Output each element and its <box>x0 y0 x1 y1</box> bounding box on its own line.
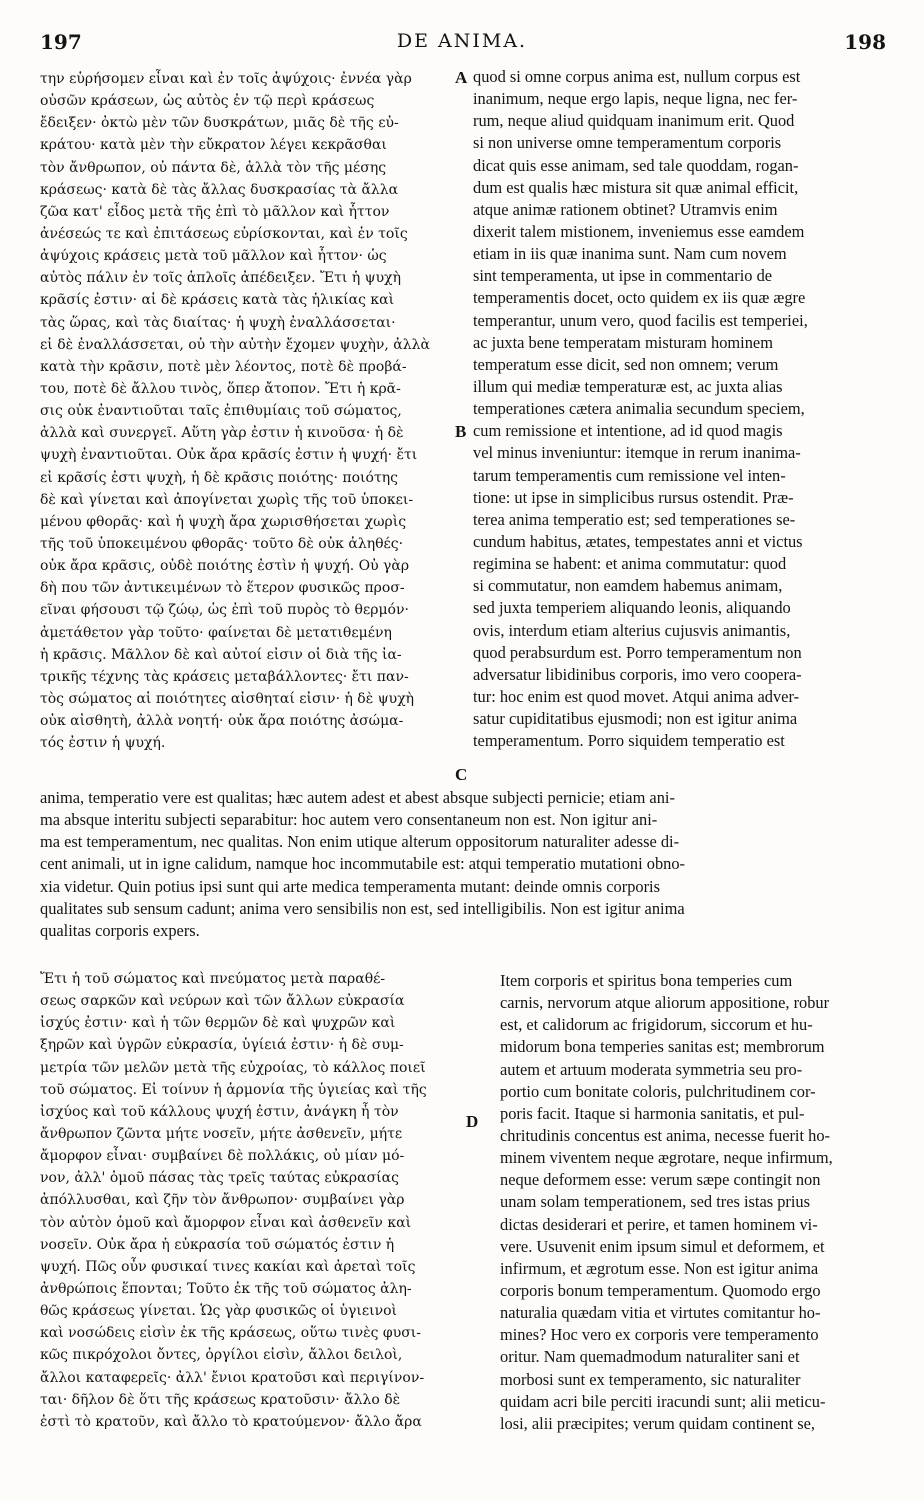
text-line: ἄνθρωπον ζῶντα μήτε νοσεῖν, μήτε ἀσθενεῖν, μήτε <box>40 1125 403 1142</box>
text-line: οὐσῶν κράσεων, ὡς αὐτὸς ἐν τῷ περὶ κράσεως <box>40 93 375 110</box>
text-line: poris facit. Itaque si harmonia sanitatis, et pul- <box>500 1103 805 1123</box>
text-line: εἰ κρᾶσίς ἐστι ψυχὴ, ἡ δὲ κρᾶσις ποιότης· ποιότης <box>40 469 398 486</box>
text-line: νοσεῖν. Οὐκ ἄρα ἡ εὐκρασία τοῦ σώματός ἐστιν ἡ <box>40 1236 395 1253</box>
page-number-left: 197 <box>40 30 82 54</box>
text-line: κράτου· κατὰ μὲν τὴν εὔκρατον λέγει κεκρᾶσθαι <box>40 137 387 154</box>
text-line: κατὰ τὴν κρᾶσιν, ποτὲ μὲν λέοντος, ποτὲ δὲ προβά- <box>40 358 407 375</box>
text-line: dum est qualis hæc mistura sit quæ animal efficit, <box>473 177 799 197</box>
text-line: vere. Usuvenit enim ipsum simul et deformem, et <box>500 1236 825 1256</box>
text-line: νον, ἀλλ' ὁμοῦ πάσας τὰς τρεῖς ταύτας εὐκρασίας <box>40 1170 399 1187</box>
text-line: inanimum, neque ergo lapis, neque ligna, nec fer- <box>473 89 798 109</box>
text-line: ma est temperamentum, nec qualitas. Non enim utique alterum oppositorum naturaliter adesse di- <box>40 832 680 852</box>
text-line: chritudinis concentus est anima, necesse fuerit ho- <box>500 1125 830 1145</box>
text-line: δὲ καὶ γίνεται καὶ ἀπογίνεται χωρὶς τῆς τοῦ ὑποκει- <box>40 491 414 508</box>
text-line: ψυχή. Πῶς οὖν φυσικαί τινες κακίαι καὶ ἀρεταὶ τοῖς <box>40 1258 416 1275</box>
section-marker-d: D <box>466 1112 479 1131</box>
text-line: ἀπόλλυσθαι, καὶ ζῆν τὸν ἄνθρωπον· συμβαίνει γὰρ <box>40 1192 405 1209</box>
text-line: morbosi sunt ex temperamento, sic naturaliter <box>500 1369 801 1389</box>
latin-column-top <box>473 66 887 752</box>
text-line: ἀνθρώποις ἕπονται; Τοῦτο ἐκ τῆς τοῦ σώματος ἀλη- <box>40 1280 412 1297</box>
text-line: ἀμετάθετον γὰρ τοῦτο· φαίνεται δὲ μετατιθεμένη <box>40 624 392 641</box>
text-line: οὐκ αἰσθητὴ, ἀλλὰ νοητή· οὐκ ἄρα ποιότης ἀσώμα- <box>40 713 404 730</box>
text-line: unam solam temperationem, sed tres istas prius <box>500 1192 810 1212</box>
text-line: vel minus inveniuntur: itemque in rerum inanima- <box>473 443 801 463</box>
text-line: dicat quis esse animam, sed tale quoddam, rogan- <box>473 155 799 175</box>
text-line: ἀψύχοις κράσεις μετὰ τοῦ μᾶλλον καὶ ἧττον· ὡς <box>40 248 387 265</box>
text-line: temperatum esse dicit, sed non omnem; verum <box>473 354 779 374</box>
text-line: αὐτὸς πάλιν ἐν τοῖς ἁπλοῖς ἀπέδειξεν. Ἔτι ἡ ψυχὴ <box>40 270 402 287</box>
text-line: corporis bonum temperamentum. Quomodo ergo <box>500 1280 821 1300</box>
text-line: καὶ νοσώδεις εἰσὶν ἐκ τῆς κράσεως, οὕτω τινὲς φυσι- <box>40 1325 421 1342</box>
text-line: τῆς τοῦ ὑποκειμένου φθορᾶς· τοῦτο δὲ οὐκ ἀληθές· <box>40 535 404 552</box>
latin-full-width-paragraph <box>40 787 890 942</box>
text-line: carnis, nervorum atque aliorum appositione, robur <box>500 993 830 1013</box>
text-line: anima, temperatio vere est qualitas; hæc autem adest et abest absque subjecti pernicie; etiam ani- <box>40 788 675 807</box>
text-line: ma absque interitu subjecti separabitur: hoc autem vero consentaneum non est. Non igitur ani- <box>40 810 658 830</box>
text-line: oritur. Nam quemadmodum naturaliter sani et <box>500 1347 800 1367</box>
text-line: atque animæ rationem obtinet? Utramvis enim <box>473 199 778 219</box>
text-line: quidam acri bile perciti iracundi sunt; alii meticu- <box>500 1391 826 1411</box>
text-line: quod perabsurdum est. Porro temperamentum non <box>473 642 802 662</box>
text-line: rum, neque aliud quidquam inanimum erit. Quod <box>473 111 795 131</box>
text-line: quod si omne corpus anima est, nullum corpus est <box>473 67 801 86</box>
text-line: naturalia quædam vitia et virtutes comitantur ho- <box>500 1303 821 1323</box>
text-line: est, et calidorum ac frigidorum, siccorum et hu- <box>500 1015 813 1035</box>
text-line: εἰ δὲ ἐναλλάσσεται, οὐ τὴν αὐτὴν ἔχομεν ψυχὴν, ἀλλὰ <box>40 336 430 353</box>
text-line: cum remissione et intentione, ad id quod magis <box>473 421 783 441</box>
text-line: satur cupiditatibus ejusmodi; non est igitur anima <box>473 709 798 729</box>
text-line: ζῶα κατ' εἶδος μετὰ τῆς ἐπὶ τὸ μᾶλλον καὶ ἧττον <box>40 203 390 220</box>
text-line: την εὑρήσομεν εἶναι καὶ ἐν τοῖς ἀψύχοις· ἐννέα γὰρ <box>40 71 412 87</box>
text-line: κῶς πικρόχολοι ὄντες, ὀργίλοι εἰσὶν, ἄλλοι δειλοὶ, <box>40 1347 403 1364</box>
greek-column-bottom <box>40 968 470 1433</box>
greek-column-top <box>40 68 460 754</box>
text-line: tur: hoc enim est quod movet. Atqui anima adver- <box>473 686 800 706</box>
text-line: μένου φθορᾶς· καὶ ἡ ψυχὴ ἄρα χωρισθήσεται χωρὶς <box>40 513 407 530</box>
text-line: Ἔτι ἡ τοῦ σώματος καὶ πνεύματος μετὰ παραθέ- <box>40 971 386 987</box>
text-line: terea anima temperatio est; sed temperationes se- <box>473 509 796 529</box>
text-line: tarum temperamentis cum remissione vel inten- <box>473 465 786 485</box>
text-line: regimina se habent: et anima commutatur: quod <box>473 554 787 574</box>
text-line: ἄμορφον εἶναι· συμβαίνει δὲ πολλάκις, οὐ μίαν μό- <box>40 1148 405 1165</box>
text-line: cundum habitus, ætates, tempestates anni et victus <box>473 531 803 551</box>
text-line: ἀλλὰ καὶ συνεργεῖ. Αὕτη γὰρ ἐστιν ἡ κινοῦσα· ἡ δὲ <box>40 425 404 442</box>
text-line: dictas desiderari et perire, et tamen hominem vi- <box>500 1214 818 1234</box>
page-number-right: 198 <box>844 30 886 54</box>
text-line: οὐκ ἄρα κρᾶσις, οὐδὲ ποιότης ἐστὶν ἡ ψυχή. Οὐ γὰρ <box>40 558 410 575</box>
text-line: infirmum, et ægrotum esse. Non est igitur anima <box>500 1258 819 1278</box>
text-line: etiam in iis quæ inanima sunt. Nam cum novem <box>473 244 787 264</box>
text-line: τρικῆς τέχνης τὰς κράσεις μεταβάλλοντες· ἔτι παν- <box>40 668 409 685</box>
text-line: του, ποτὲ δὲ ἄλλου τινὸς, ὅπερ ἄτοπον. Ἔτι ἡ κρᾶ- <box>40 380 401 397</box>
text-line: temperamentum. Porro siquidem temperatio est <box>473 731 785 751</box>
text-line: θῶς κράσεως γίνεται. Ὡς γὰρ φυσικῶς οἱ ὑγιεινοὶ <box>40 1303 397 1320</box>
text-line: εῖναι φήσουσι τῷ ζώῳ, ὡς ἐπὶ τοῦ πυρὸς τὸ θερμόν· <box>40 602 409 619</box>
text-line: tione: ut ipse in simplicibus rursus ostendit. Præ- <box>473 487 794 507</box>
text-line: ἡ κρᾶσις. Μᾶλλον δὲ καὶ αὐτοί εἰσιν οἱ διὰ τῆς ἰα- <box>40 646 402 663</box>
text-line: ἀνέσεώς τε καὶ ἐπιτάσεως εὑρίσκονται, καὶ ἐν τοῖς <box>40 225 408 242</box>
text-line: δὴ που τῶν ἀντικειμένων τὸ ἕτερον φυσικῶς προσ- <box>40 580 405 597</box>
text-line: ac juxta bene temperatam misturam hominem <box>473 332 773 352</box>
text-line: losi, alii præcipites; verum quidam continent se, <box>500 1413 816 1433</box>
text-line: ἰσχύς ἐστιν· καὶ ἡ τῶν θερμῶν δὲ καὶ ψυχρῶν καὶ <box>40 1015 396 1032</box>
text-line: temperantur, unum vero, quod facilis est temperiei, <box>473 310 808 330</box>
text-line: portio cum bonitate coloris, pulchritudinem cor- <box>500 1081 816 1101</box>
text-line: si commutatur, non eamdem habemus animam, <box>473 576 783 596</box>
text-line: midorum bona temperies sanitas est; membrorum <box>500 1037 825 1057</box>
text-line: τός ἐστιν ἡ ψυχή. <box>40 735 166 752</box>
text-line: sint temperamenta, ut ipse in commentario de <box>473 266 773 286</box>
text-line: τοῦ σώματος. Εἰ τοίνυν ἡ ἁρμονία τῆς ὑγιείας καὶ τῆς <box>40 1081 427 1098</box>
text-line: minem viventem neque ægrotare, neque infirmum, <box>500 1148 833 1168</box>
text-line: ἰσχύος καὶ τοῦ κάλλους ψυχή ἐστιν, ἀνάγκη ἦ τὸν <box>40 1103 399 1120</box>
text-line: ξηρῶν καὶ ὑγρῶν εὐκρασία, ὑγίειά ἐστιν· ἡ δὲ συμ- <box>40 1037 404 1054</box>
text-line: ἐστὶ τὸ κρατοῦν, καὶ ἄλλο τὸ κρατούμενον· ἄλλο ἄρα <box>40 1413 422 1430</box>
text-line: μετρία τῶν μελῶν μετὰ τῆς εὐχροίας, τὸ κάλλος ποιεῖ <box>40 1059 426 1076</box>
text-line: sed juxta temperiem aliquando leonis, aliquando <box>473 598 791 618</box>
text-line: κρᾶσίς ἐστιν· αἱ δὲ κράσεις κατὰ τὰς ἡλικίας καὶ <box>40 292 395 309</box>
text-line: ψυχὴ ἐναντιοῦται. Οὐκ ἄρα κρᾶσίς ἐστιν ἡ ψυχή· ἔτι <box>40 447 418 464</box>
text-line: σεως σαρκῶν καὶ νεύρων καὶ τῶν ἄλλων εὐκρασία <box>40 993 405 1010</box>
text-line: ται· δῆλον δὲ ὅτι τῆς κράσεως κρατοῦσιν· ἄλλο δὲ <box>40 1391 401 1408</box>
running-title: DE ANIMA. <box>396 30 528 52</box>
text-line: τὸν αὐτὸν ὁμοῦ καὶ ἄμορφον εἶναι καὶ ἀσθενεῖν καὶ <box>40 1214 412 1231</box>
text-line: ἔδειξεν· ὀκτὼ μὲν τῶν δυσκράτων, μιᾶς δὲ τῆς εὐ- <box>40 115 399 132</box>
text-line: ovis, interdum etiam alterius cujusvis animantis, <box>473 620 791 640</box>
text-line: adversatur libidinibus corporis, imo vero coopera- <box>473 664 802 684</box>
text-line: autem et artuum moderata symmetria seu pro- <box>500 1059 803 1079</box>
text-line: illum qui mediæ temperaturæ est, ac juxta alias <box>473 376 783 396</box>
text-line: cent animali, ut in igne calidum, namque hoc incommutabile est: atqui temperatio mutationi obno- <box>40 854 685 874</box>
section-marker-b: B <box>455 422 467 441</box>
text-line: τὸς σώματος αἱ ποιότητες αἰσθηταί εἰσιν· ἡ δὲ ψυχὴ <box>40 690 415 707</box>
text-line: qualitas corporis expers. <box>40 920 200 940</box>
text-line: neque deformem esse: verum sæpe contingit non <box>500 1170 821 1190</box>
section-marker-a: A <box>455 68 468 87</box>
text-line: ἄλλοι καταφερεῖς· ἀλλ' ἔνιοι κρατοῦσι καὶ περιγίνον- <box>40 1369 425 1386</box>
text-line: temperationes cætera animalia secundum speciem, <box>473 399 805 419</box>
text-line: xia videtur. Quin potius ipsi sunt qui arte medica temperamenta mutant: deinde omnis corporis <box>40 876 660 896</box>
text-line: qualitates sub sensum cadunt; anima vero sensibilis non est, sed intelligibilis. Non est igitur anima <box>40 898 685 918</box>
text-line: τὸν ἄνθρωπον, οὐ πάντα δὲ, ἀλλὰ τὸν τῆς μέσης <box>40 159 387 176</box>
text-line: temperamentis docet, octo quidem ex iis quæ ægre <box>473 288 806 308</box>
text-line: τὰς ὥρας, καὶ τὰς διαίτας· ἡ ψυχὴ ἐναλλάσσεται· <box>40 314 396 331</box>
section-marker-c: C <box>455 765 468 784</box>
text-line: κράσεως· κατὰ δὲ τὰς ἄλλας δυσκρασίας τὰ ἄλλα <box>40 181 399 198</box>
text-line: dixerit talem mistionem, inveniemus esse eamdem <box>473 221 805 241</box>
text-line: si non universe omne temperamentum corporis <box>473 133 782 153</box>
latin-column-bottom <box>500 970 890 1435</box>
text-line: Item corporis et spiritus bona temperies cum <box>500 971 793 990</box>
text-line: mines? Hoc vero ex corporis vere temperamento <box>500 1325 819 1345</box>
text-line: σις οὐκ ἐναντιοῦται ταῖς ἐπιθυμίαις τοῦ σώματος, <box>40 403 402 420</box>
